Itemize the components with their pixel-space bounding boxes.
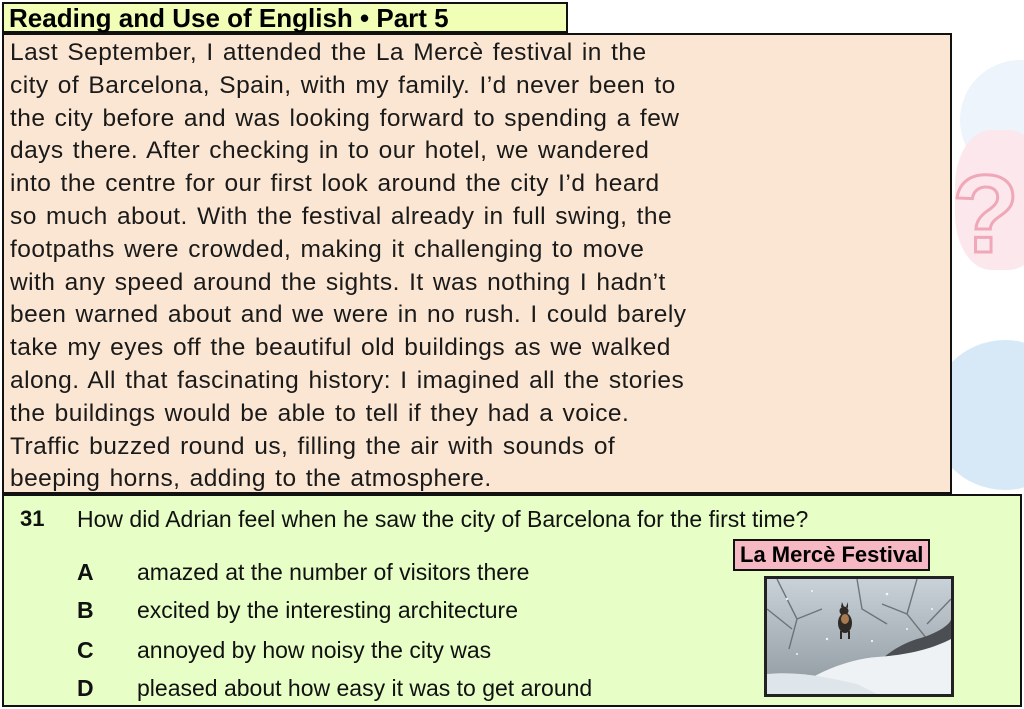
passage-line: with any speed around the sights. It was nothing I hadn’t	[10, 268, 666, 296]
passage-line: footpaths were crowded, making it challenging to move	[10, 235, 645, 263]
section-title: Reading and Use of English • Part 5	[2, 2, 568, 33]
festival-label: La Mercè Festival	[733, 539, 930, 571]
answer-option-d[interactable]	[77, 675, 592, 702]
passage-line: along. All that fascinating history: I imagined all the stories	[10, 366, 685, 394]
reading-passage	[2, 33, 952, 494]
passage-line: Traffic buzzed round us, filling the air with sounds of	[10, 432, 616, 460]
passage-line: Last September, I attended the La Mercè festival in the	[10, 39, 647, 66]
passage-line: city of Barcelona, Spain, with my family. I’d never been to	[10, 71, 676, 99]
option-text: amazed at the number of visitors there	[137, 559, 530, 585]
snow-scene-image	[767, 579, 951, 694]
question-text: How did Adrian feel when he saw the city of Barcelona for the first time?	[77, 506, 809, 532]
option-letter: D	[77, 675, 94, 701]
answer-option-a[interactable]	[77, 559, 529, 586]
passage-line: days there. After checking in to our hotel, we wandered	[10, 137, 650, 165]
option-letter: C	[77, 637, 94, 663]
option-letter: A	[77, 559, 94, 585]
passage-line: the buildings would be able to tell if they had a voice.	[10, 399, 630, 427]
option-letter: B	[77, 597, 94, 623]
question-mark-icon: ?	[952, 153, 1020, 276]
passage-line: so much about. With the festival already in full swing, the	[10, 202, 673, 230]
answer-option-b[interactable]	[77, 597, 518, 624]
passage-line: been warned about and we were in no rush. I could barely	[10, 301, 687, 329]
question-number: 31	[20, 506, 45, 531]
passage-line: take my eyes off the beautiful old buildings as we walked	[10, 334, 671, 362]
passage-line: the city before and was looking forward to spending a few	[10, 104, 680, 132]
option-text: excited by the interesting architecture	[137, 597, 518, 623]
passage-line: beeping horns, adding to the atmosphere.	[10, 465, 492, 493]
option-text: annoyed by how noisy the city was	[137, 637, 492, 663]
festival-photo	[764, 576, 954, 697]
option-text: pleased about how easy it was to get around	[137, 675, 593, 701]
answer-option-c[interactable]	[77, 637, 491, 664]
passage-line: into the centre for our first look around the city I’d heard	[10, 170, 660, 198]
